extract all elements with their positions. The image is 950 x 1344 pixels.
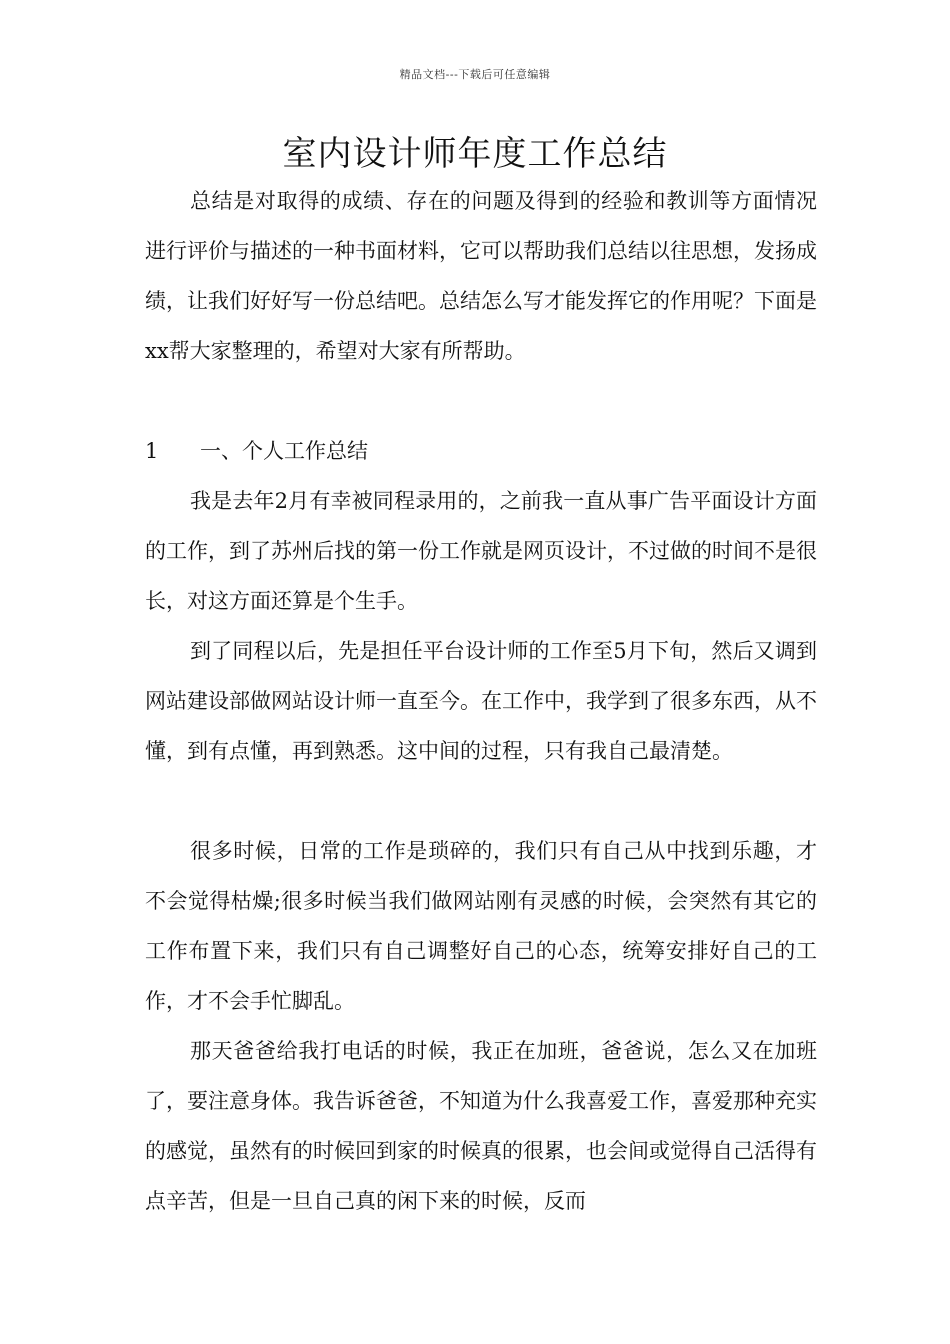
section-heading — [145, 426, 368, 476]
body-paragraph-2: 到了同程以后，先是担任平台设计师的工作至5月下旬，然后又调到网站建设部做网站设计师一直至今。在工作中，我学到了很多东西，从不懂，到有点懂，再到熟悉。这中间的过程，只有我自己最清楚。 — [145, 639, 817, 763]
intro-paragraph: 总结是对取得的成绩、存在的问题及得到的经验和教训等方面情况进行评价与描述的一种书面材料，它可以帮助我们总结以往思想，发扬成绩，让我们好好写一份总结吧。总结怎么写才能发挥它的作用呢？下面是xx帮大家整理的，希望对大家有所帮助。 — [145, 189, 817, 363]
header-note: 精品文档---下载后可任意编辑 — [399, 68, 551, 81]
section-number: 1 — [145, 439, 159, 463]
section-title: 一、个人工作总结 — [200, 439, 368, 463]
body-paragraph-3: 很多时候，日常的工作是琐碎的，我们只有自己从中找到乐趣，才不会觉得枯燥;很多时候当我们做网站刚有灵感的时候，会突然有其它的工作布置下来，我们只有自己调整好自己的心态，统筹安排好自己的工作，才不会手忙脚乱。 — [145, 839, 817, 1013]
document-title: 室内设计师年度工作总结 — [282, 134, 668, 174]
body-paragraph-4: 那天爸爸给我打电话的时候，我正在加班，爸爸说，怎么又在加班了，要注意身体。我告诉爸爸，不知道为什么我喜爱工作，喜爱那种充实的感觉，虽然有的时候回到家的时候真的很累，也会间或觉得自己活得有点辛苦，但是一旦自己真的闲下来的时候，反而 — [145, 1039, 817, 1213]
body-paragraph-1: 我是去年2月有幸被同程录用的，之前我一直从事广告平面设计方面的工作，到了苏州后找的第一份工作就是网页设计，不过做的时间不是很长，对这方面还算是个生手。 — [145, 489, 817, 613]
